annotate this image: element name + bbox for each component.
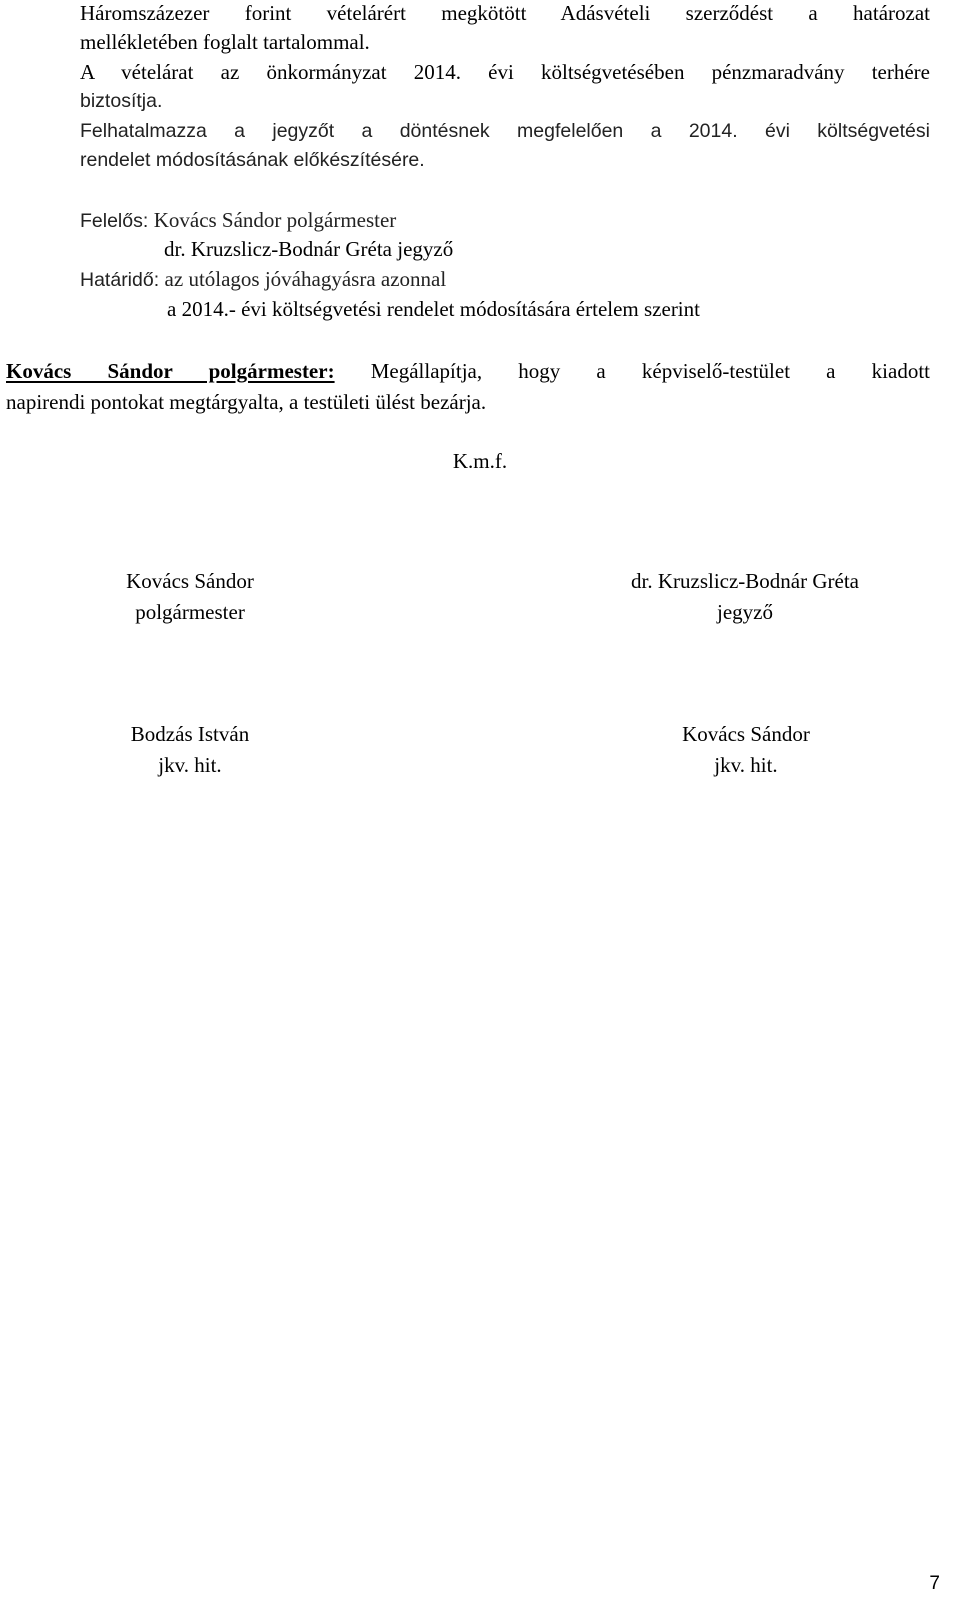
signature-mayor-name: Kovács Sándor [126,569,254,593]
signature-notary-title: jegyző [717,600,773,624]
closing-line-2: napirendi pontokat megtárgyalta, a testületi ülést bezárja. [6,390,487,414]
signature-witness-1-title: jkv. hit. [158,753,222,777]
closing-line-1 [6,357,930,385]
resolution-line-2: mellékletében foglalt tartalommal. [80,30,370,54]
signature-notary-name: dr. Kruzslicz-Bodnár Gréta [631,569,859,593]
deadline-line-2: a 2014.- évi költségvetési rendelet módosítására értelem szerint [167,297,700,321]
resolution-line-6: rendelet módosításának előkészítésére. [80,149,425,171]
closing-speaker: Kovács Sándor polgármester: [6,359,335,383]
resolution-line-4: biztosítja. [80,90,163,112]
page-number: 7 [929,1573,940,1594]
deadline-line-1: az utólagos jóváhagyásra azonnal [164,267,447,291]
responsible-person-1: Kovács Sándor polgármester [153,208,397,232]
resolution-line-1: Háromszázezer forint vételárért megkötött Adásvételi szerződést a határozat [80,1,930,25]
signature-witness-1-name: Bodzás István [130,722,250,746]
deadline-row [80,265,446,294]
signature-witness-2-title: jkv. hit. [714,753,778,777]
signature-witness-2-name: Kovács Sándor [682,722,810,746]
signature-notary [565,566,925,628]
signature-witness-1 [60,719,320,781]
kmf-label: K.m.f. [452,449,508,473]
resolution-line-3: A vételárat az önkormányzat 2014. évi költségvetésében pénzmaradvány terhére [80,60,930,84]
responsible-row [80,206,396,235]
responsible-person-2: dr. Kruzslicz-Bodnár Gréta jegyző [164,237,454,261]
signature-mayor [60,566,320,628]
deadline-label: Határidő: [80,269,160,291]
resolution-line-5: Felhatalmazza a jegyzőt a döntésnek megfelelően a 2014. évi költségvetési [80,120,930,142]
signature-witness-2 [616,719,876,781]
signature-mayor-title: polgármester [135,600,245,624]
responsible-label: Felelős: [80,210,149,232]
closing-line-1-rest: Megállapítja, hogy a képviselő-testület a kiadott [370,359,930,383]
